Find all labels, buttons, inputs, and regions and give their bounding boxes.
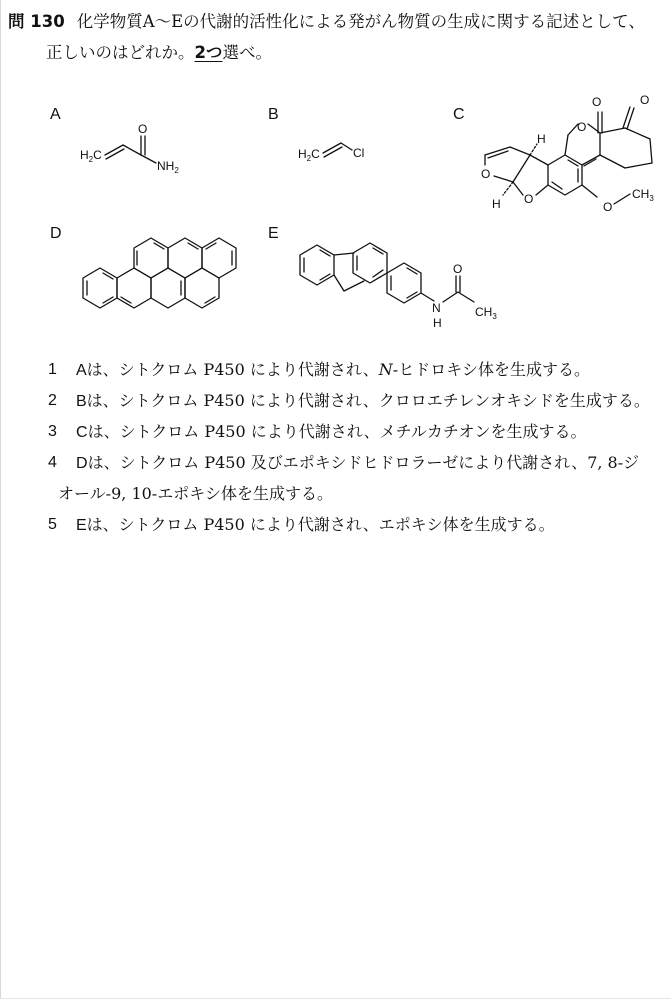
atom-b-cl: Cl xyxy=(353,146,365,160)
atom-c-h2: H xyxy=(492,197,501,211)
option-3-number: 3 xyxy=(48,423,57,440)
bond-a-cn xyxy=(141,155,156,163)
compound-label-b: B xyxy=(268,106,279,123)
bond-b-1 xyxy=(323,143,341,153)
question-number: 問 130 xyxy=(8,12,65,31)
option-5-text: Eは、シトクロム P450 により代謝され、エポキシ体を生成する。 xyxy=(76,515,555,534)
question-stem-pre: 正しいのはどれか。 xyxy=(46,43,195,62)
atom-e-h: H xyxy=(433,316,442,330)
atom-c-o-carbonyl2: O xyxy=(640,93,650,107)
question-stem-line1: 化学物質A～Eの代謝的活性化による発がん物質の生成に関する記述として、 xyxy=(76,12,645,31)
atom-e-o: O xyxy=(453,262,463,276)
choose-count: 2つ xyxy=(194,43,223,62)
compound-label-a: A xyxy=(50,106,61,123)
bond-b-1b xyxy=(324,147,342,157)
compound-label-e: E xyxy=(268,225,279,242)
atom-c-o-carbonyl1: O xyxy=(592,95,602,109)
atom-c-o-ring: O xyxy=(577,120,587,134)
option-4-number: 4 xyxy=(48,454,57,471)
compound-label-d: D xyxy=(50,225,62,242)
atom-a-o: O xyxy=(138,122,148,136)
atom-b-h2c: $H_2C$ xyxy=(298,147,320,163)
atom-a-h2c: $H_2C$ xyxy=(80,148,102,164)
structure-e xyxy=(300,243,497,330)
atom-a-nh2: $NH_2$ xyxy=(157,159,179,175)
structure-c xyxy=(481,93,654,214)
option-3-text: Cは、シトクロム P450 により代謝され、メチルカチオンを生成する。 xyxy=(76,422,587,441)
structures-drawing xyxy=(0,0,672,345)
atom-c-o-methoxy: O xyxy=(603,200,613,214)
bond-a-1b xyxy=(106,149,124,159)
bond-a-2 xyxy=(123,145,141,155)
bond-b-2 xyxy=(341,143,352,150)
atom-c-o-furan1: O xyxy=(524,192,534,206)
structure-a xyxy=(80,122,179,175)
option-2-number: 2 xyxy=(48,392,57,409)
atom-c-o-furan2: O xyxy=(481,167,491,181)
atom-c-h1: H xyxy=(537,132,546,146)
compound-label-c: C xyxy=(453,106,465,123)
bond-a-1 xyxy=(105,145,123,155)
structure-d xyxy=(83,238,236,308)
atom-e-n: N xyxy=(432,301,441,315)
option-4-continuation: オール-9, 10-エポキシ体を生成する。 xyxy=(58,484,334,503)
option-2-text: Bは、シトクロム P450 により代謝され、クロロエチレンオキシドを生成する。 xyxy=(76,391,650,410)
option-4-text: Dは、シトクロム P450 及びエポキシドヒドロラーゼにより代謝され、7, 8-ジ xyxy=(76,453,640,472)
ring-c-aromatic xyxy=(548,155,582,195)
option-5-number: 5 xyxy=(48,516,57,533)
option-1-number: 1 xyxy=(48,361,57,378)
structure-b xyxy=(298,143,364,163)
question-stem-post: 選べ。 xyxy=(222,43,272,62)
atom-c-ch3: $CH_3$ xyxy=(632,187,654,203)
option-1-text: Aは、シトクロム P450 により代謝され、N-ヒドロキシ体を生成する。 xyxy=(76,360,591,379)
atom-e-ch3: $CH_3$ xyxy=(475,305,497,321)
